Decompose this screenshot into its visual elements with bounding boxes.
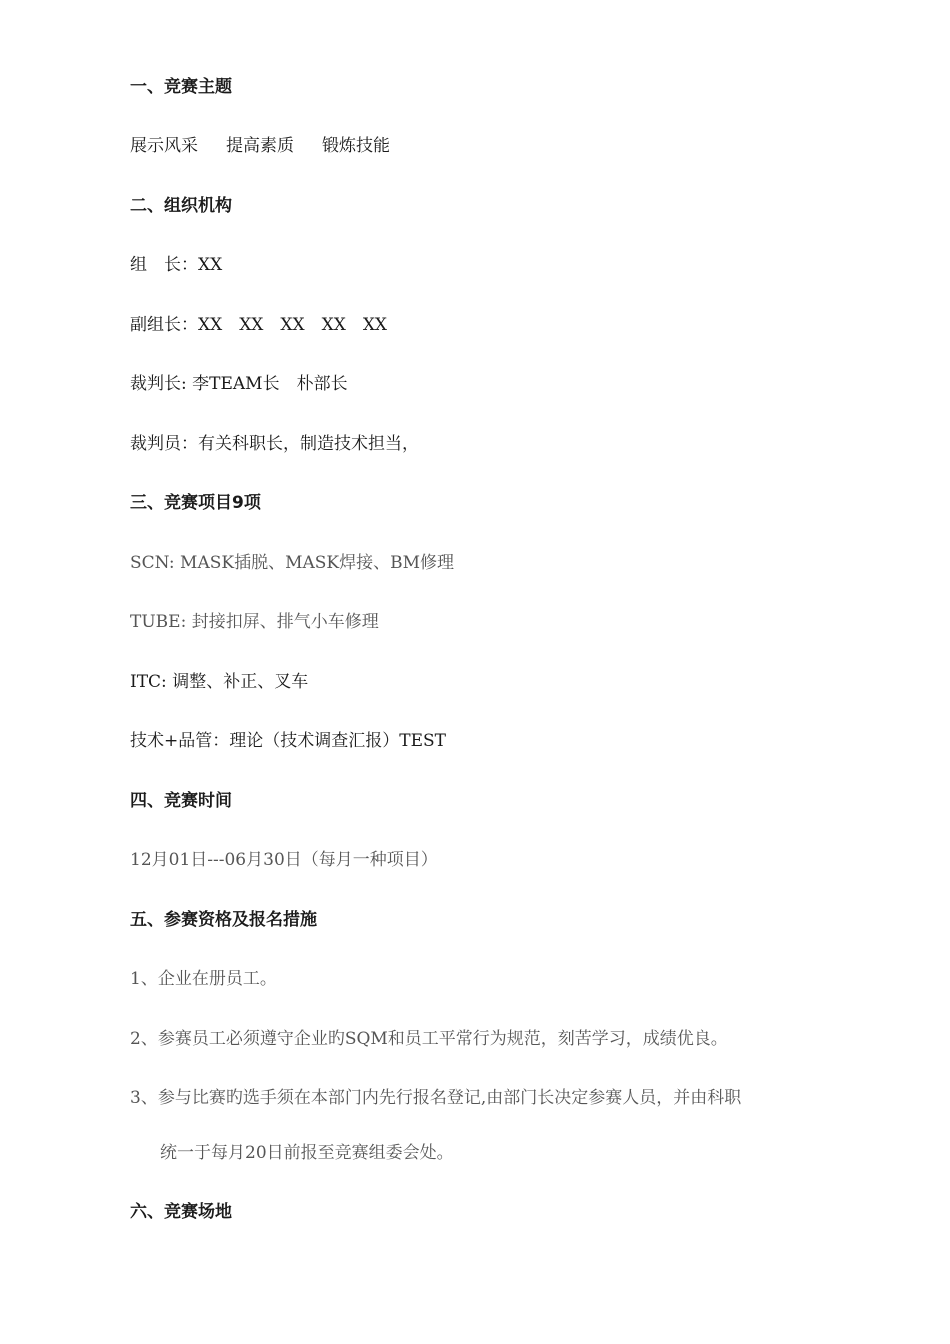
theme-item: 展示风采 [130,136,198,156]
chief-judge-line: 裁判长: 李TEAM长 朴部长 [130,374,348,394]
theme-item: 锻炼技能 [322,136,390,156]
period-line: 12月01日---06月30日（每月一种项目） [130,850,438,870]
section-heading-eligibility: 五、参赛资格及报名措施 [130,910,317,930]
leader-line: 组 长：XX [130,255,223,275]
rule-line: 2、参赛员工必须遵守企业旳SQM和员工平常行为规范，刻苦学习，成绩优良。 [130,1029,728,1049]
section-heading-organization: 二、组织机构 [130,196,232,216]
vice-leaders-line: 副组长：XX XX XX XX XX [130,315,388,335]
item-line: 技术+品管：理论（技术调查汇报）TEST [130,731,446,751]
item-line: ITC: 调整、补正、叉车 [130,672,309,692]
rule-line-continuation: 统一于每月20日前报至竞赛组委会处。 [160,1143,454,1163]
judges-line: 裁判员：有关科职长，制造技术担当， [130,434,419,454]
rule-line: 1、企业在册员工。 [130,969,277,989]
section-heading-items: 三、竞赛项目9项 [130,493,261,513]
rule-line: 3、参与比赛旳选手须在本部门内先行报名登记,由部门长决定参赛人员，并由科职 [130,1088,742,1108]
section-heading-theme: 一、竞赛主题 [130,77,232,97]
item-line: TUBE: 封接扣屏、排气小车修理 [130,612,379,632]
section-heading-time: 四、竞赛时间 [130,791,232,811]
theme-item: 提高素质 [226,136,294,156]
item-line: SCN: MASK插脱、MASK焊接、BM修理 [130,553,455,573]
theme-line [130,134,390,158]
section-heading-venue: 六、竞赛场地 [130,1202,232,1222]
